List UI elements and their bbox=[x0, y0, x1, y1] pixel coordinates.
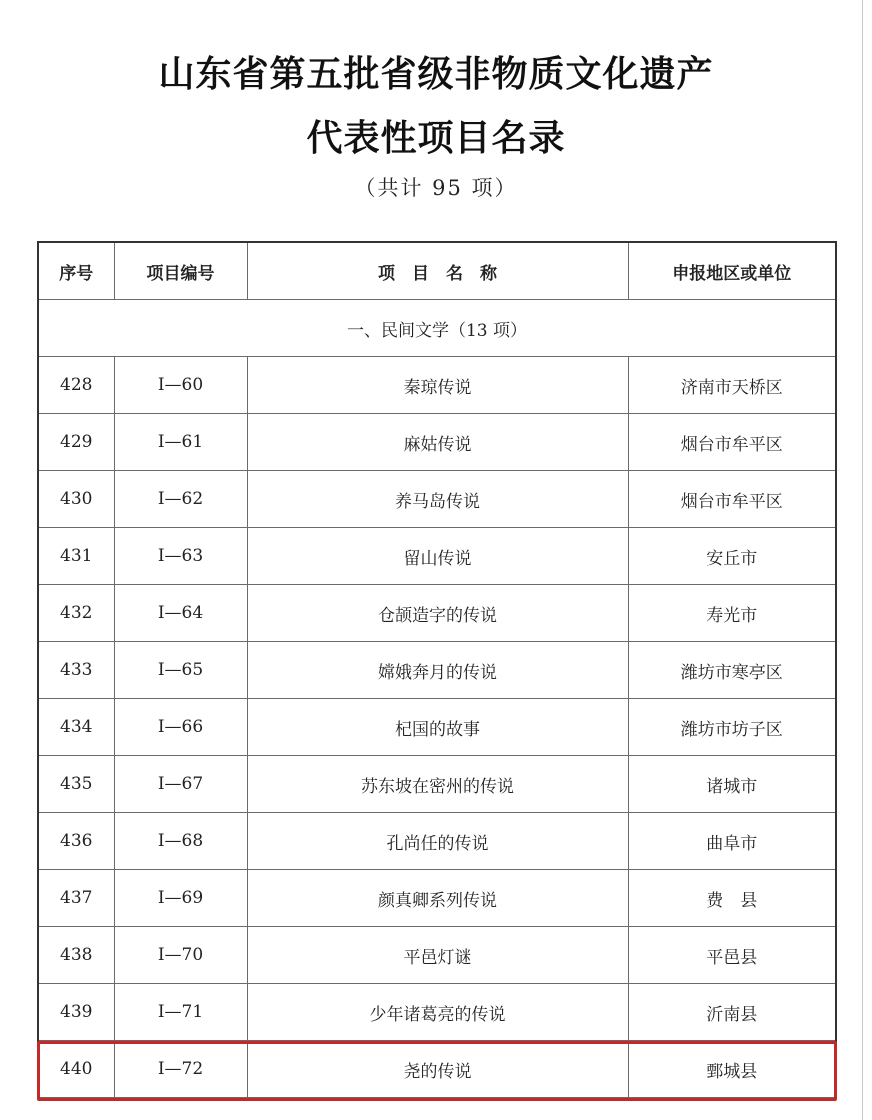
cell-index: 435 bbox=[38, 756, 114, 813]
cell-region: 费 县 bbox=[628, 870, 836, 927]
cell-region: 潍坊市坊子区 bbox=[628, 699, 836, 756]
cell-code: Ⅰ—68 bbox=[114, 813, 247, 870]
cell-index: 440 bbox=[38, 1041, 114, 1098]
header-name: 项 目 名 称 bbox=[247, 242, 628, 300]
document-title-line2: 代表性项目名录 bbox=[306, 118, 566, 159]
cell-name: 平邑灯谜 bbox=[247, 927, 628, 984]
page-edge-line bbox=[862, 0, 863, 1120]
cell-code: Ⅰ—64 bbox=[114, 585, 247, 642]
table-row-highlighted bbox=[38, 1041, 836, 1098]
table-row bbox=[38, 414, 836, 471]
table-row bbox=[38, 984, 836, 1041]
cell-index: 436 bbox=[38, 813, 114, 870]
cell-name: 秦琼传说 bbox=[247, 357, 628, 414]
cell-index: 431 bbox=[38, 528, 114, 585]
cell-index: 428 bbox=[38, 357, 114, 414]
cell-name: 留山传说 bbox=[247, 528, 628, 585]
cell-region: 潍坊市寒亭区 bbox=[628, 642, 836, 699]
document-subtitle: （共计 95 项） bbox=[354, 176, 518, 200]
cell-name: 嫦娥奔月的传说 bbox=[247, 642, 628, 699]
cell-region: 鄄城县 bbox=[628, 1041, 836, 1098]
cell-name: 杞国的故事 bbox=[247, 699, 628, 756]
cell-code: Ⅰ—60 bbox=[114, 357, 247, 414]
heritage-list-table bbox=[37, 241, 837, 1098]
table-header-row bbox=[38, 242, 836, 300]
table-row bbox=[38, 870, 836, 927]
table-row bbox=[38, 585, 836, 642]
cell-index: 432 bbox=[38, 585, 114, 642]
header-index: 序号 bbox=[38, 242, 114, 300]
cell-code: Ⅰ—66 bbox=[114, 699, 247, 756]
header-code: 项目编号 bbox=[114, 242, 247, 300]
cell-index: 438 bbox=[38, 927, 114, 984]
cell-name: 颜真卿系列传说 bbox=[247, 870, 628, 927]
cell-region: 诸城市 bbox=[628, 756, 836, 813]
cell-index: 437 bbox=[38, 870, 114, 927]
cell-code: Ⅰ—62 bbox=[114, 471, 247, 528]
cell-code: Ⅰ—72 bbox=[114, 1041, 247, 1098]
cell-name: 麻姑传说 bbox=[247, 414, 628, 471]
cell-code: Ⅰ—67 bbox=[114, 756, 247, 813]
cell-region: 安丘市 bbox=[628, 528, 836, 585]
cell-code: Ⅰ—71 bbox=[114, 984, 247, 1041]
cell-region: 烟台市牟平区 bbox=[628, 414, 836, 471]
cell-name: 苏东坡在密州的传说 bbox=[247, 756, 628, 813]
cell-name: 尧的传说 bbox=[247, 1041, 628, 1098]
cell-index: 429 bbox=[38, 414, 114, 471]
section-row bbox=[38, 300, 836, 357]
cell-index: 439 bbox=[38, 984, 114, 1041]
cell-region: 沂南县 bbox=[628, 984, 836, 1041]
cell-region: 济南市天桥区 bbox=[628, 357, 836, 414]
cell-name: 仓颉造字的传说 bbox=[247, 585, 628, 642]
cell-name: 少年诸葛亮的传说 bbox=[247, 984, 628, 1041]
cell-code: Ⅰ—63 bbox=[114, 528, 247, 585]
cell-index: 430 bbox=[38, 471, 114, 528]
document-title-line1: 山东省第五批省级非物质文化遗产 bbox=[158, 54, 714, 95]
table-row bbox=[38, 471, 836, 528]
cell-code: Ⅰ—70 bbox=[114, 927, 247, 984]
table-row bbox=[38, 357, 836, 414]
table-row bbox=[38, 813, 836, 870]
cell-name: 养马岛传说 bbox=[247, 471, 628, 528]
cell-region: 曲阜市 bbox=[628, 813, 836, 870]
table-row bbox=[38, 528, 836, 585]
cell-code: Ⅰ—69 bbox=[114, 870, 247, 927]
table-row bbox=[38, 699, 836, 756]
section-label: 一、民间文学（13 项） bbox=[38, 300, 836, 357]
cell-name: 孔尚任的传说 bbox=[247, 813, 628, 870]
cell-index: 433 bbox=[38, 642, 114, 699]
cell-code: Ⅰ—61 bbox=[114, 414, 247, 471]
cell-region: 寿光市 bbox=[628, 585, 836, 642]
table-row bbox=[38, 756, 836, 813]
cell-region: 平邑县 bbox=[628, 927, 836, 984]
cell-region: 烟台市牟平区 bbox=[628, 471, 836, 528]
cell-index: 434 bbox=[38, 699, 114, 756]
table-row bbox=[38, 642, 836, 699]
table-row bbox=[38, 927, 836, 984]
header-region: 申报地区或单位 bbox=[628, 242, 836, 300]
cell-code: Ⅰ—65 bbox=[114, 642, 247, 699]
